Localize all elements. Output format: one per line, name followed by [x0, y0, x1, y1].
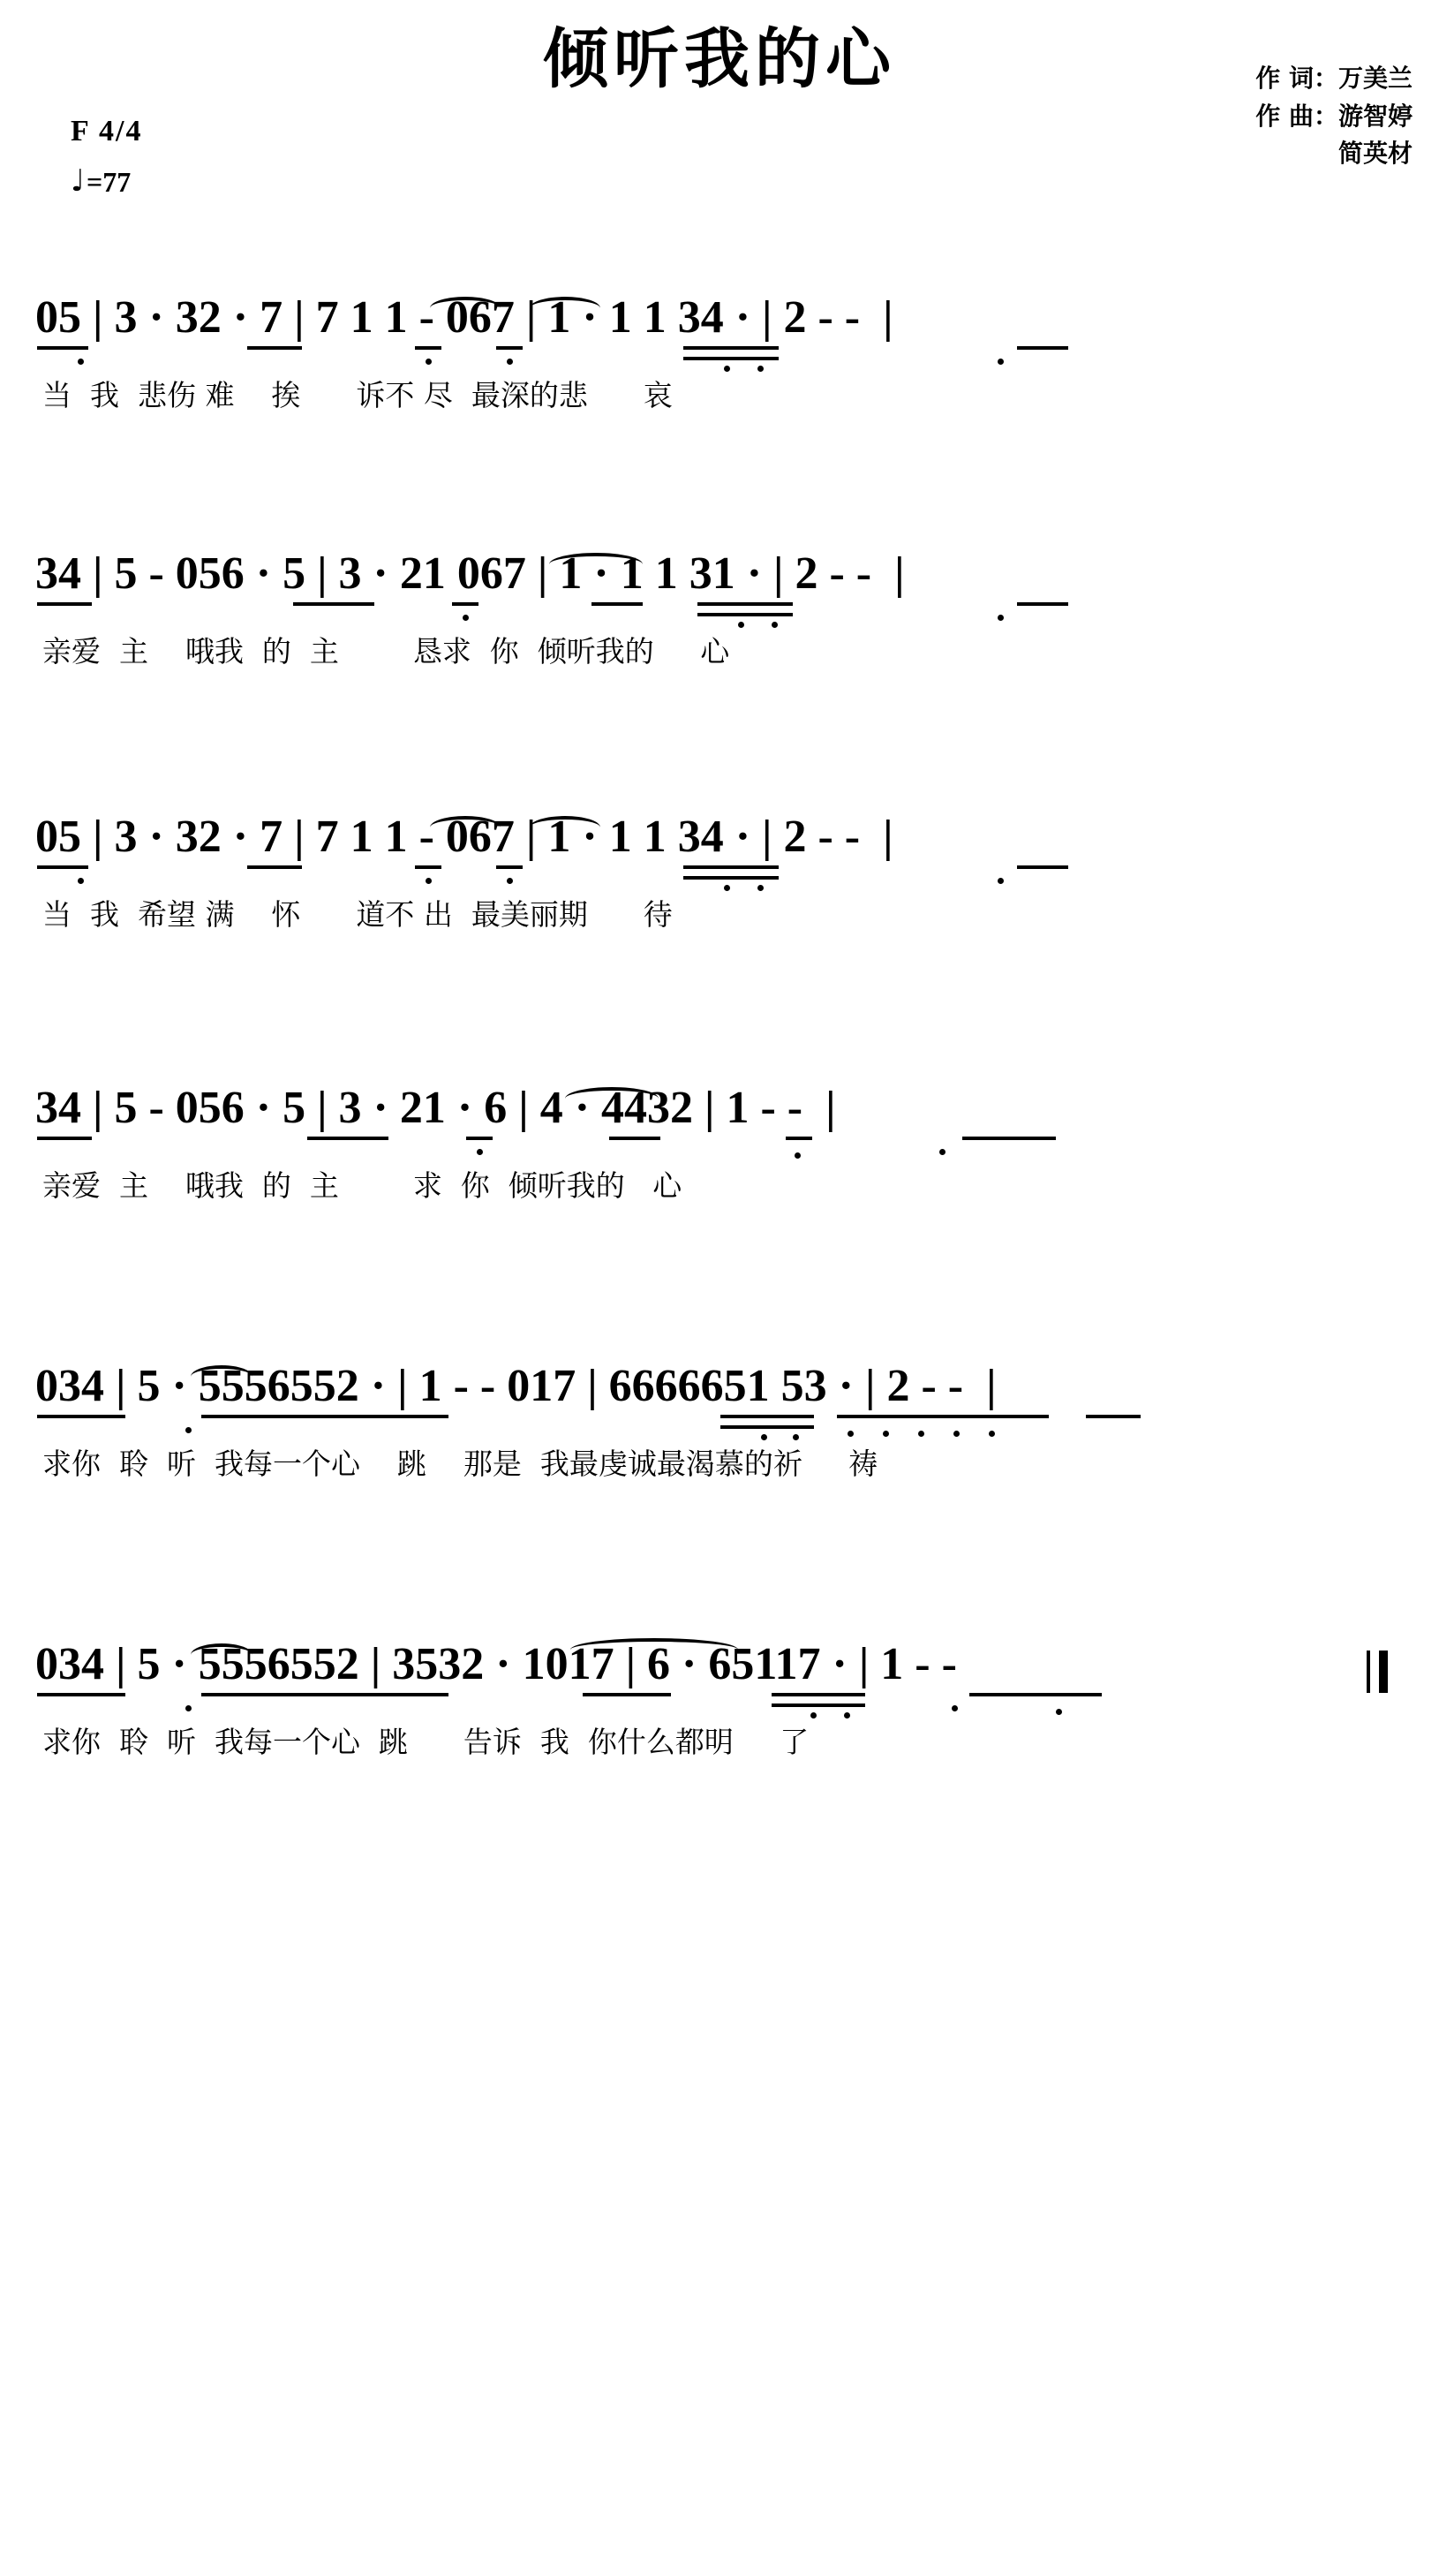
duration-dot [810, 1712, 817, 1719]
beam [247, 865, 302, 869]
beam [496, 346, 523, 350]
lyric-row: 求你 聆 听 我每一个心 跳 那是 我最虔诚最渴慕的祈 祷 [42, 1447, 878, 1481]
duration-dot [998, 359, 1004, 365]
beam [683, 357, 779, 360]
beam [591, 602, 643, 606]
tie-slur [565, 1087, 659, 1110]
beam [583, 1693, 671, 1696]
beam [720, 1425, 814, 1429]
credits-block [1255, 60, 1413, 173]
duration-dot [507, 878, 513, 884]
duration-dot [463, 615, 469, 621]
duration-dot [185, 1705, 192, 1711]
beam [683, 876, 779, 880]
beam [201, 1415, 448, 1418]
beam [837, 1415, 1049, 1418]
beam [415, 346, 441, 350]
beam [307, 1137, 388, 1140]
credit-arranger: 简英材 [1337, 139, 1413, 169]
tie-slur [430, 297, 501, 320]
beam [683, 865, 779, 869]
beam [697, 602, 793, 606]
note-row: 05 | 3 · 32 · 7 | 7 1 1 - 067 | 1 · 1 1 34 · | 2 - - | [0, 291, 1439, 367]
beam [772, 1693, 865, 1696]
beam [37, 1693, 125, 1696]
beam [37, 865, 88, 869]
beam [201, 1693, 448, 1696]
duration-dot [939, 1149, 946, 1155]
duration-dot [757, 885, 764, 891]
lyric-row: 当 我 悲伤 难 挨 诉不 尽 最深的悲 哀 [42, 378, 673, 412]
note-row: 34 | 5 - 056 · 5 | 3 · 21 067 | 1 · 1 1 31 · | 2 - - | [0, 548, 1439, 623]
beam [1086, 1415, 1141, 1418]
beam [772, 1703, 865, 1707]
duration-dot [185, 1427, 192, 1433]
note-row: 05 | 3 · 32 · 7 | 7 1 1 - 067 | 1 · 1 1 34 · | 2 - - | [0, 811, 1439, 887]
duration-dot [738, 622, 744, 628]
beam [1017, 346, 1068, 350]
beam [683, 346, 779, 350]
music-system-2 [0, 548, 1439, 678]
beam [293, 602, 374, 606]
duration-dot [1056, 1709, 1062, 1715]
duration-dot [78, 359, 84, 365]
lyric-row: 求你 聆 听 我每一个心 跳 告诉 我 你什么都明 了 [42, 1725, 810, 1759]
key-signature: F 4/4 [71, 115, 143, 147]
note-row: 034 | 5 · 5556552 | 3532 · 1017 | 6 · 65117 · | 1 - - [0, 1638, 1439, 1714]
beam [37, 602, 92, 606]
music-system-6 [0, 1638, 1439, 1769]
duration-dot [757, 366, 764, 372]
lyric-row: 当 我 希望 满 怀 道不 出 最美丽期 待 [42, 897, 673, 932]
tie-slur [430, 816, 501, 839]
beam [415, 865, 441, 869]
credit-lyricist: 作 词：万美兰 [1255, 64, 1413, 93]
beam [609, 1137, 660, 1140]
note-row: 034 | 5 · 5556552 · | 1 - - 017 | 6666651 53 · | 2 - - | [0, 1360, 1439, 1436]
music-system-3 [0, 811, 1439, 941]
duration-dot [918, 1431, 924, 1437]
page-title: 倾听我的心 [543, 21, 896, 97]
tie-slur [549, 553, 643, 576]
music-system-1 [0, 291, 1439, 422]
beam [786, 1137, 812, 1140]
tie-slur [570, 1638, 738, 1661]
duration-dot [724, 885, 730, 891]
quarter-note-icon: ♩ [71, 162, 86, 199]
beam [720, 1415, 814, 1418]
credit-composer: 作 曲：游智婷 [1255, 101, 1413, 131]
duration-dot [795, 1152, 801, 1159]
duration-dot [793, 1434, 799, 1440]
duration-dot [477, 1149, 483, 1155]
beam [452, 602, 478, 606]
tie-slur [191, 1643, 252, 1666]
duration-dot [844, 1712, 850, 1719]
beam [37, 1415, 125, 1418]
duration-dot [724, 366, 730, 372]
duration-dot [426, 878, 432, 884]
duration-dot [998, 615, 1004, 621]
music-system-4 [0, 1082, 1439, 1212]
duration-dot [952, 1705, 958, 1711]
tie-slur [191, 1365, 252, 1388]
lyric-row: 亲爱 主 哦我 的 主 恳求 你 倾听我的 心 [42, 634, 730, 669]
tempo-marking [71, 162, 132, 199]
duration-dot [507, 359, 513, 365]
duration-dot [848, 1431, 854, 1437]
beam [466, 1137, 493, 1140]
beam [1017, 865, 1068, 869]
note-row: 34 | 5 - 056 · 5 | 3 · 21 · 6 | 4 · 4432 | 1 - - | [0, 1082, 1439, 1158]
beam [969, 1693, 1102, 1696]
final-barline-thin [1367, 1651, 1370, 1693]
duration-dot [998, 878, 1004, 884]
duration-dot [78, 878, 84, 884]
beam [697, 613, 793, 616]
duration-dot [953, 1431, 960, 1437]
beam [37, 346, 88, 350]
duration-dot [883, 1431, 889, 1437]
duration-dot [772, 622, 778, 628]
duration-dot [761, 1434, 767, 1440]
beam [37, 1137, 92, 1140]
beam [1017, 602, 1068, 606]
tempo-value: =77 [87, 166, 132, 198]
tie-slur [530, 816, 600, 839]
lyric-row: 亲爱 主 哦我 的 主 求 你 倾听我的 心 [42, 1168, 682, 1203]
tie-slur [530, 297, 600, 320]
beam [962, 1137, 1056, 1140]
music-system-5 [0, 1360, 1439, 1491]
duration-dot [426, 359, 432, 365]
beam [247, 346, 302, 350]
final-barline-thick [1379, 1651, 1388, 1693]
beam [496, 865, 523, 869]
duration-dot [989, 1431, 995, 1437]
